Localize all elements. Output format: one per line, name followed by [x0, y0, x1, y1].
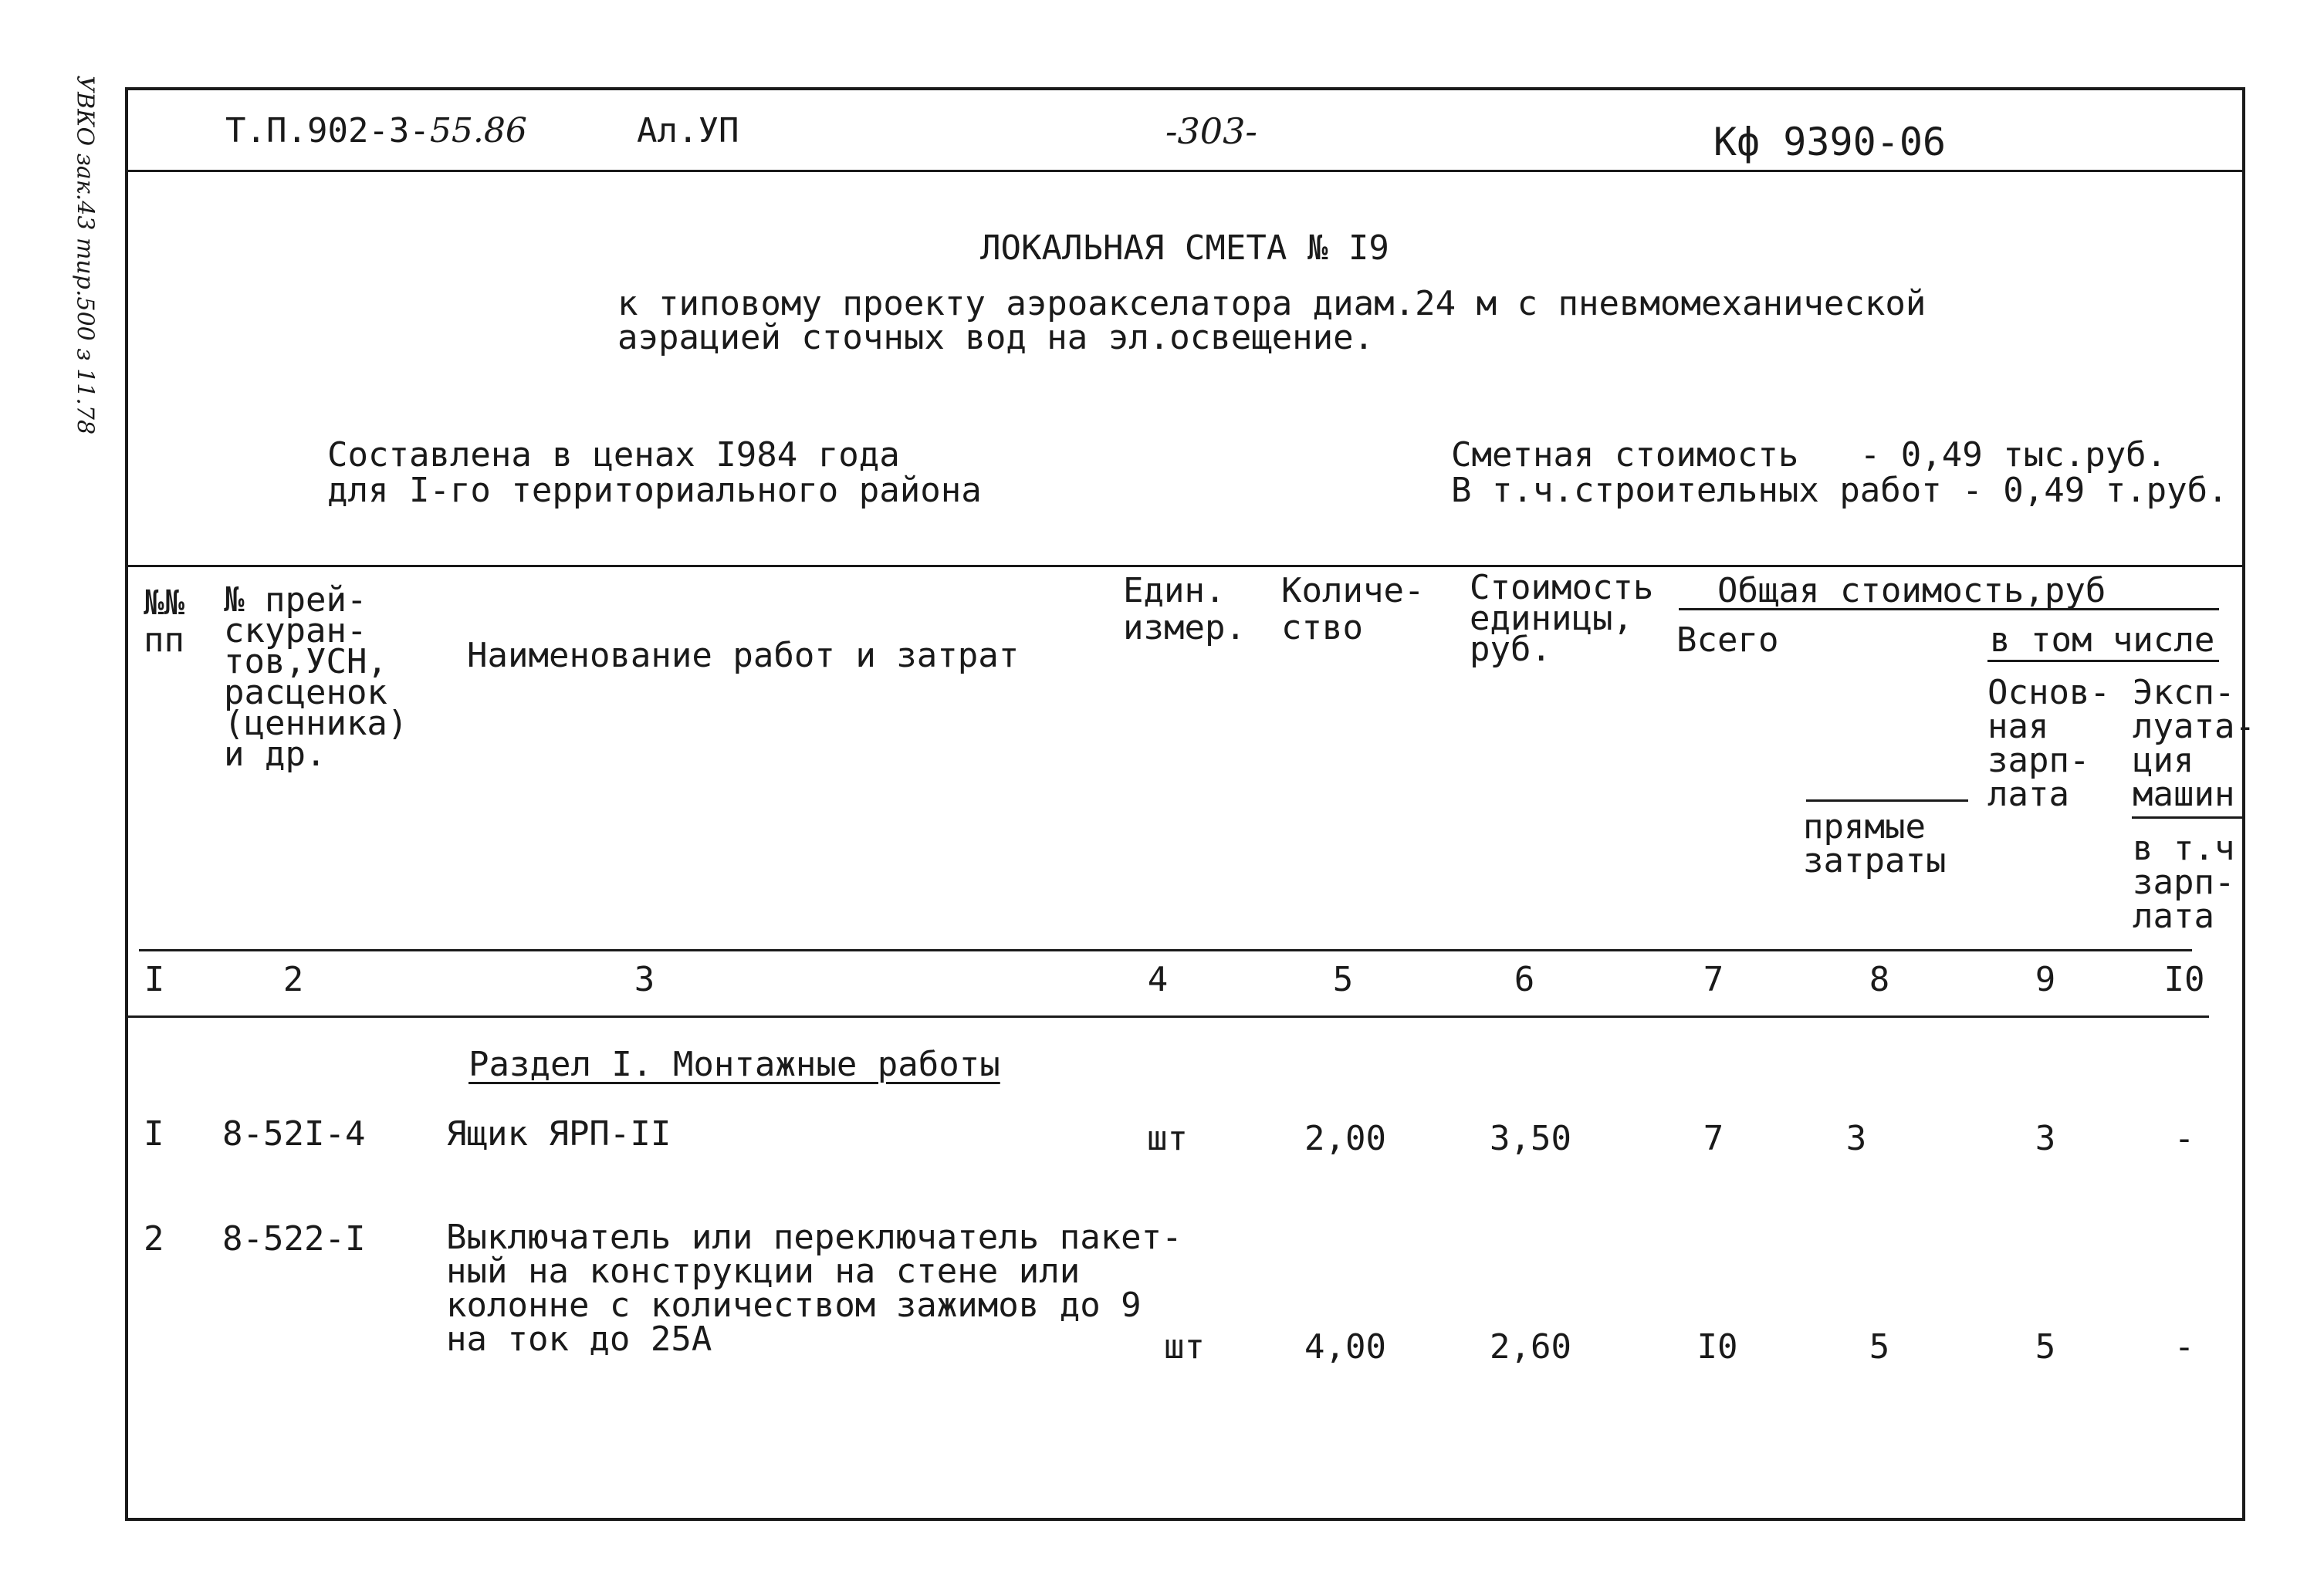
- direct-costs-rule: [1806, 799, 1968, 802]
- table-row-1-name: Ящик ЯРП-II: [446, 1114, 671, 1154]
- table-row-2-num: 2: [144, 1219, 164, 1259]
- estimated-cost: Сметная стоимость - 0,49 тыс.руб.: [1451, 435, 2167, 475]
- col-header-unit-price: Стоимость единицы, руб.: [1470, 568, 1654, 669]
- col-header-num: №№ пп: [144, 583, 184, 660]
- col-number-9: 9: [2035, 960, 2056, 999]
- document-title: ЛОКАЛЬНАЯ СМЕТА № I9: [980, 228, 1389, 268]
- col-subgroup-including: в том числе: [1990, 620, 2215, 660]
- col-header-machines-salary: в т.ч зарп- лата: [2133, 829, 2235, 936]
- col-number-4: 4: [1147, 960, 1169, 999]
- table-row-2-price: 2,60: [1490, 1327, 1571, 1367]
- col-header-machines: Эксп- луата- ция машин: [2133, 673, 2255, 814]
- table-row-2-total: I0: [1696, 1327, 1738, 1367]
- table-row-1-salary: 3: [2035, 1119, 2056, 1158]
- table-row-1-price: 3,50: [1490, 1119, 1571, 1158]
- page-number: -303-: [1165, 110, 1257, 152]
- col-number-7: 7: [1703, 960, 1724, 999]
- col-header-total: Всего: [1676, 620, 1779, 660]
- margin-stamp: УВКО зак.43 тир.500 з 11.78: [71, 75, 99, 435]
- title-line-2: к типовому проекту аэроакселатора диам.24 м с пневмомеханической: [617, 284, 1927, 323]
- construction-cost: В т.ч.строительных работ - 0,49 т.руб.: [1451, 471, 2228, 510]
- project-number-handwritten: 55.86: [429, 111, 527, 150]
- col-header-name: Наименование работ и затрат: [467, 636, 1020, 675]
- col-header-salary: Основ- ная зарп- лата: [1987, 673, 2110, 814]
- col-number-5: 5: [1332, 960, 1354, 999]
- album-number: Ал.УП: [637, 111, 739, 150]
- col-header-qty: Количе- ство: [1281, 571, 1425, 647]
- machines-rule: [2132, 816, 2244, 819]
- table-row-1-num: I: [144, 1114, 164, 1154]
- numbers-bottom-rule: [125, 1015, 2209, 1018]
- col-number-6: 6: [1514, 960, 1535, 999]
- table-row-2-direct: 5: [1869, 1327, 1890, 1367]
- table-row-1-machines: -: [2173, 1119, 2195, 1158]
- col-number-10: I0: [2163, 960, 2205, 999]
- col-number-8: 8: [1869, 960, 1890, 999]
- document-code: Кф 9390-06: [1713, 120, 1947, 164]
- table-row-2-unit: шт: [1164, 1327, 1205, 1367]
- project-number: Т.П.902-3-55.86: [225, 111, 527, 150]
- table-row-2-code: 8-522-I: [222, 1219, 366, 1259]
- table-row-2-qty: 4,00: [1304, 1327, 1386, 1367]
- col-number-2: 2: [282, 960, 304, 999]
- header-divider: [125, 170, 2245, 172]
- col-header-unit: Един. измер.: [1123, 571, 1246, 647]
- col-group-total-cost: Общая стоимость,руб: [1717, 571, 2106, 610]
- price-basis: Составлена в ценах I984 года: [327, 435, 900, 475]
- table-top-rule: [125, 565, 2245, 567]
- table-row-1-code: 8-52I-4: [222, 1114, 366, 1154]
- table-row-2-name: Выключатель или переключатель пакет- ный на конструкции на стене или колонне с количеством зажимов до 9 на ток до 25А: [446, 1218, 1182, 1359]
- table-row-1-direct: 3: [1845, 1119, 1867, 1158]
- table-row-2-machines: -: [2173, 1327, 2195, 1367]
- col-number-1: I: [144, 960, 165, 999]
- table-row-1-total: 7: [1703, 1119, 1724, 1158]
- col-header-code: № прей- скуран- тов,УСН, расценок (ценника) и др.: [224, 580, 408, 774]
- subgroup-underline: [1987, 660, 2219, 662]
- title-line-3: аэрацией сточных вод на эл.освещение.: [617, 318, 1375, 357]
- section-heading: Раздел I. Монтажные работы: [469, 1045, 1000, 1084]
- col-number-3: 3: [634, 960, 655, 999]
- table-row-1-unit: шт: [1147, 1119, 1188, 1158]
- table-row-1-qty: 2,00: [1304, 1119, 1386, 1158]
- territory: для I-го территориального района: [327, 471, 982, 510]
- col-header-direct: прямые затраты: [1803, 807, 1947, 880]
- header-bottom-rule: [139, 949, 2192, 951]
- table-row-2-salary: 5: [2035, 1327, 2056, 1367]
